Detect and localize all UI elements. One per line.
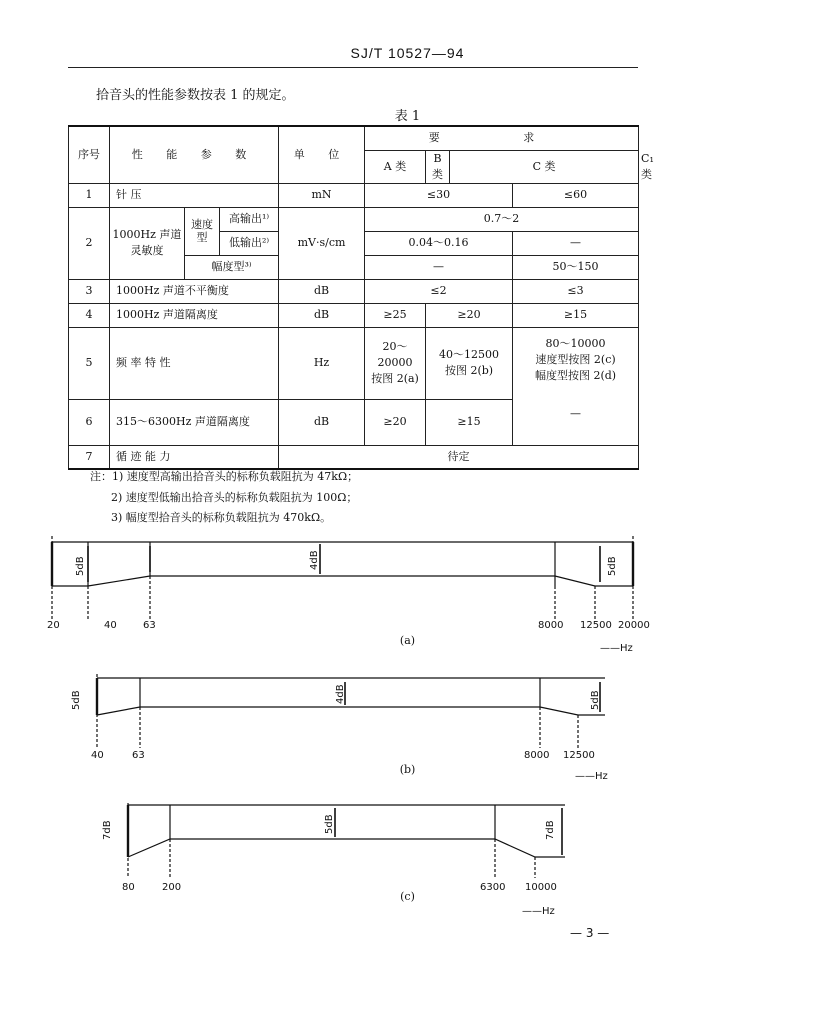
speed-type-label: 速度型 xyxy=(185,207,220,255)
response-mask-c xyxy=(0,800,815,895)
freq-label: 40 xyxy=(104,620,117,631)
row-value: ≤60 xyxy=(513,183,639,207)
class-b: B 类 xyxy=(426,150,450,183)
table-note: 3) 幅度型拾音头的标称负载阻抗为 470kΩ。 xyxy=(111,511,332,524)
header-rule xyxy=(68,67,638,68)
row-value: — xyxy=(513,231,639,255)
table-row xyxy=(69,445,639,469)
row-param: 针 压 xyxy=(110,183,279,207)
row-value: ≥20 xyxy=(365,399,426,445)
freq-label: 40 xyxy=(91,750,104,761)
spec-table xyxy=(68,125,654,470)
freq-label: 20 xyxy=(47,620,60,631)
row-value: 0.7～2 xyxy=(365,207,639,231)
row-value: ≥20 xyxy=(426,303,513,327)
table-row xyxy=(69,303,639,327)
axis-unit-c: ——Hz xyxy=(522,906,555,917)
freq-label: 8000 xyxy=(538,620,564,631)
row-seq: 2 xyxy=(69,207,110,279)
figure-caption-b: (b) xyxy=(399,763,416,776)
table-caption: 表 1 xyxy=(394,109,421,124)
row-value: ≥15 xyxy=(426,399,513,445)
row-value: 20～20000 按图 2(a) xyxy=(365,327,426,399)
table-row xyxy=(69,183,639,207)
freq-label: 8000 xyxy=(524,750,550,761)
row-value: ≥25 xyxy=(365,303,426,327)
row-unit: dB xyxy=(279,279,365,303)
intro-text: 拾音头的性能参数按表 1 的规定。 xyxy=(96,88,295,103)
header-requirement: 要 求 xyxy=(365,126,639,150)
row-seq: 4 xyxy=(69,303,110,327)
tolerance-label: 5dB xyxy=(590,690,601,710)
table-row xyxy=(69,327,639,399)
row-value: ≤3 xyxy=(513,279,639,303)
class-a: A 类 xyxy=(365,150,426,183)
row-value: 0.04～0.16 xyxy=(365,231,513,255)
freq-label: 12500 xyxy=(563,750,595,761)
class-c: C 类 xyxy=(450,150,639,183)
table-note: 注：1) 速度型高输出拾音头的标称负载阻抗为 47kΩ； xyxy=(90,470,359,483)
tolerance-label: 5dB xyxy=(607,556,618,576)
freq-label: 6300 xyxy=(480,882,506,893)
table-class-row: A 类 B 类 C 类 C₁ 类 xyxy=(69,150,639,183)
row-unit: Hz xyxy=(279,327,365,399)
row-value: 80～10000 速度型按图 2(c) 幅度型按图 2(d) — xyxy=(513,327,639,445)
figure-caption-a: (a) xyxy=(399,634,416,647)
row-param: 1000Hz 声道灵敏度 xyxy=(110,207,185,279)
tolerance-label: 4dB xyxy=(335,684,346,704)
document-header: SJ/T 10527—94 xyxy=(350,45,465,61)
tolerance-label: 5dB xyxy=(71,690,82,710)
figure-caption-c: (c) xyxy=(400,890,415,903)
row-value: 待定 xyxy=(279,445,639,469)
row-unit: dB xyxy=(279,399,365,445)
axis-unit-a: ——Hz xyxy=(600,643,633,654)
freq-label: 63 xyxy=(132,750,145,761)
freq-label: 200 xyxy=(162,882,182,893)
row-value: 40～12500 按图 2(b) xyxy=(426,327,513,399)
tolerance-label: 7dB xyxy=(102,820,113,840)
axis-unit-b: ——Hz xyxy=(575,771,608,782)
tolerance-label: 5dB xyxy=(324,814,335,834)
row-param: 1000Hz 声道不平衡度 xyxy=(110,279,279,303)
row-value: ≤30 xyxy=(365,183,513,207)
row-value: ≤2 xyxy=(365,279,513,303)
freq-label: 63 xyxy=(143,620,156,631)
row-seq: 6 xyxy=(69,399,110,445)
table-row xyxy=(69,279,639,303)
freq-label: 10000 xyxy=(525,882,557,893)
table-note: 2) 速度型低输出拾音头的标称负载阻抗为 100Ω； xyxy=(111,491,358,504)
row-value: ≥15 xyxy=(513,303,639,327)
table-header-row xyxy=(69,126,639,150)
freq-label: 80 xyxy=(122,882,135,893)
tolerance-label: 5dB xyxy=(75,556,86,576)
low-output-label: 低输出²⁾ xyxy=(220,231,279,255)
header-unit: 单 位 xyxy=(279,126,365,183)
response-mask-b xyxy=(0,670,815,765)
freq-label: 20000 xyxy=(618,620,650,631)
row-param: 频 率 特 性 xyxy=(110,327,279,399)
row-unit: dB xyxy=(279,303,365,327)
tolerance-label: 4dB xyxy=(309,550,320,570)
row-param: 循 迹 能 力 xyxy=(110,445,279,469)
row-seq: 5 xyxy=(69,327,110,399)
row-value: — xyxy=(365,255,513,279)
row-seq: 1 xyxy=(69,183,110,207)
row-value: 50～150 xyxy=(513,255,639,279)
header-seq: 序号 xyxy=(69,126,110,183)
high-output-label: 高输出¹⁾ xyxy=(220,207,279,231)
tolerance-label: 7dB xyxy=(545,820,556,840)
table-row xyxy=(69,207,639,231)
row-seq: 3 xyxy=(69,279,110,303)
header-param: 性 能 参 数 xyxy=(110,126,279,183)
response-mask-a xyxy=(0,530,815,635)
row-seq: 7 xyxy=(69,445,110,469)
row-param: 1000Hz 声道隔离度 xyxy=(110,303,279,327)
amplitude-type-label: 幅度型³⁾ xyxy=(185,255,279,279)
row-param: 315～6300Hz 声道隔离度 xyxy=(110,399,279,445)
freq-label: 12500 xyxy=(580,620,612,631)
page-number: — 3 — xyxy=(570,926,610,940)
row-unit: mN xyxy=(279,183,365,207)
row-unit: mV·s/cm xyxy=(279,207,365,279)
